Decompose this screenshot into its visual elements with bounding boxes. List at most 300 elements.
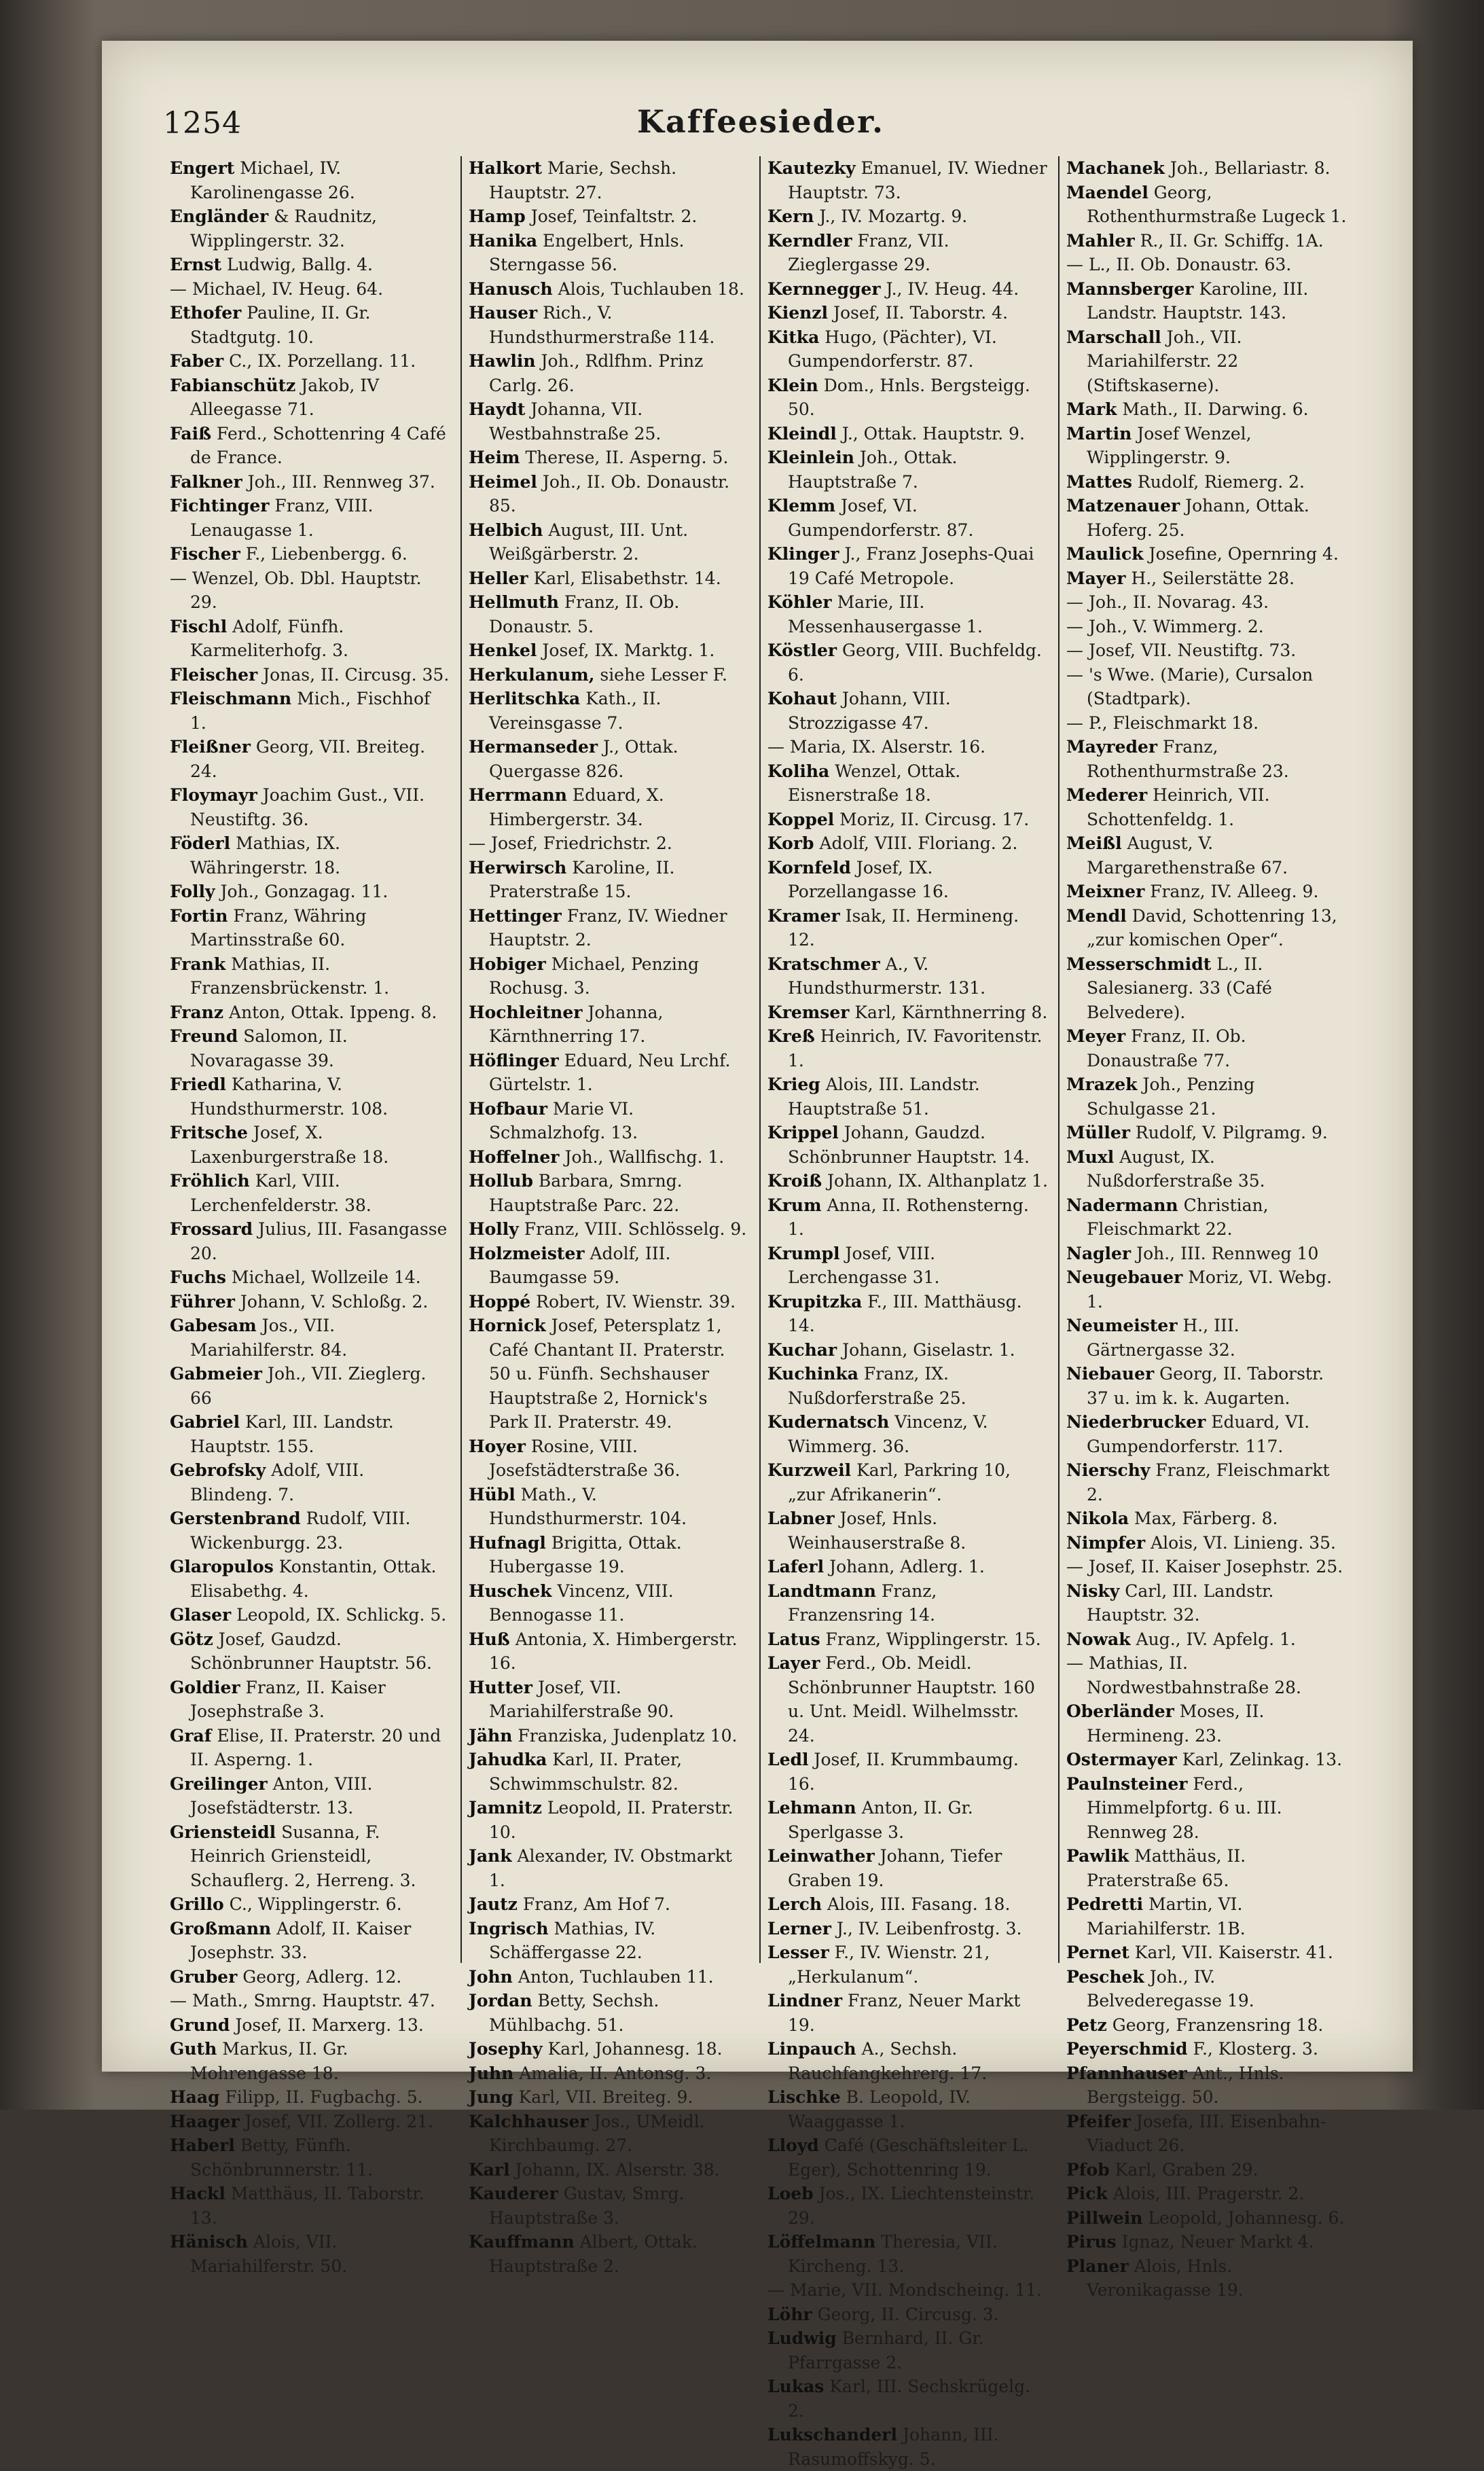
directory-entry [170,952,451,1000]
entry-surname: Ethofer [170,303,242,323]
entry-details: Josef, VIII. Lerchengasse 31. [788,1243,940,1287]
entry-details: Karl, Zelinkag. 13. [1182,1750,1343,1769]
entry-details: Alois, III. Landstr. Hauptstraße 51. [788,1075,980,1119]
entry-surname: Fleischmann [170,689,292,708]
directory-entry [469,156,750,204]
directory-entry [1066,1579,1349,1627]
entry-surname: Kauffmann [469,2232,575,2252]
entry-surname: Greilinger [170,1773,268,1794]
directory-entry [767,1024,1049,1072]
entry-surname: Holzmeister [469,1243,585,1263]
entry-surname: Ostermayer [1066,1750,1177,1769]
entry-surname: Hellmuth [469,592,559,612]
directory-entry [1066,2230,1349,2254]
entry-surname: Lerch [767,1894,822,1914]
entry-surname: Fischl [170,616,228,636]
entry-details: Johanna, Kärnthnerring 17. [489,1002,664,1046]
directory-entry [767,1458,1049,1507]
entry-surname: Maendel [1066,182,1148,202]
entry-surname: Grillo [170,1894,224,1914]
entry-surname: Herwirsch [469,857,567,878]
directory-entry [1066,2182,1349,2206]
entry-surname: Fritsche [170,1123,248,1142]
entry-surname: Kurzweil [767,1460,852,1480]
directory-entry [170,1724,451,1772]
entry-surname: John [469,1966,513,1987]
directory-entry [170,1507,451,1555]
directory-entry [170,2110,451,2134]
directory-entry [1066,181,1349,229]
entry-surname: Hobiger [469,954,546,974]
directory-entry [469,2037,750,2061]
entry-details: Isak, II. Hermineng. 12. [788,905,1019,950]
entry-details: — Josef, VII. Neustiftg. 73. [1066,641,1297,660]
entry-surname: Leinwather [767,1846,875,1866]
entry-surname: Nikola [1066,1509,1129,1528]
entry-surname: Laferl [767,1557,825,1576]
directory-entry [767,1917,1049,1941]
entry-details: Moriz, II. Circusg. 17. [839,809,1030,829]
entry-surname: Frank [170,954,226,974]
entry-details: Karl, VIII. Lerchenfelderstr. 38. [190,1171,372,1215]
directory-entry [469,1097,750,1145]
entry-surname: Fleißner [170,737,251,757]
directory-entry [170,1917,451,1965]
directory-entry [469,735,750,783]
directory-entry [170,349,451,374]
directory-entry [1066,325,1349,398]
entry-details: Kath., II. Vereinsgasse 7. [489,689,662,733]
entry-surname: Hamp [469,206,526,226]
entry-details: — Marie, VII. Mondscheing. 11. [767,2280,1043,2300]
entry-surname: Mark [1066,399,1117,419]
entry-details: Georg, Adlerg. 12. [242,1966,402,1987]
entry-details: Josef, VII. Zollerg. 21. [245,2111,433,2131]
entry-details: David, Schottenring 13, „zur komischen Oper“. [1087,905,1337,950]
directory-entry [767,1121,1049,1169]
entry-details: Josef Wenzel, Wipplingerstr. 9. [1087,423,1252,467]
entry-surname: Haag [170,2087,220,2107]
directory-entry [469,2230,750,2278]
entry-details: Alois, Tuchlauben 18. [558,278,744,299]
directory-entry [1066,1941,1349,1965]
entry-details: Josef, Hnls. Weinhauserstraße 8. [788,1509,966,1553]
directory-entry [469,856,750,904]
directory-entry [469,1965,750,1989]
entry-surname: Hermanseder [469,737,598,757]
entry-surname: Hoffelner [469,1147,560,1167]
entry-surname: Mrazek [1066,1075,1138,1094]
directory-entry [767,1242,1049,1290]
entry-details: Josef, II. Taborstr. 4. [833,303,1009,323]
directory-entry [469,518,750,566]
directory-entry [1066,1072,1349,1121]
entry-surname: Lerner [767,1918,831,1938]
directory-entry [767,687,1049,735]
entry-surname: Mahler [1066,230,1135,251]
entry-surname: Hübl [469,1484,515,1504]
entry-surname: Mattes [1066,471,1132,492]
entry-surname: Fischer [170,544,240,564]
entry-details: Franz, Neuer Markt 19. [788,1991,1021,2035]
entry-surname: Haager [170,2111,240,2131]
entry-surname: Planer [1066,2256,1129,2276]
entry-surname: Köhler [767,592,832,612]
entry-details: — Josef, Friedrichstr. 2. [469,833,672,853]
directory-entry [767,1989,1049,2037]
entry-surname: Fortin [170,905,228,926]
entry-details: Franz, Franzensring 14. [788,1581,937,1625]
directory-entry [170,1892,451,1917]
entry-surname: Falkner [170,471,242,492]
directory-entry [170,2037,451,2085]
page-number: 1254 [163,106,242,141]
entry-details: Joh., III. Rennweg 37. [247,471,435,492]
entry-details: Carl, III. Landstr. Hauptstr. 32. [1087,1581,1274,1625]
entry-details: Vincenz, V. Wimmerg. 36. [788,1412,988,1456]
entry-details: Dom., Hnls. Bergsteigg. 50. [788,375,1030,419]
entry-surname: Hoppé [469,1291,531,1312]
column-4 [1060,156,1358,2300]
entry-details: Rosine, VIII. Josefstädterstraße 36. [489,1436,681,1480]
directory-entry [469,1796,750,1844]
directory-entry [1066,1145,1349,1193]
entry-details: Georg, II. Circusg. 3. [817,2304,999,2324]
entry-details: Georg, Franzensring 18. [1112,2015,1324,2035]
directory-entry [1066,494,1349,542]
directory-entry [767,1748,1049,1796]
entry-surname: Hutter [469,1677,532,1697]
running-head: Kaffeesieder. [637,103,884,140]
entry-surname: Lesser [767,1943,829,1962]
directory-entry [767,1555,1049,1579]
entry-surname: Ludwig [767,2328,837,2348]
directory-entry [767,735,1049,759]
entry-surname: Großmann [170,1918,272,1938]
directory-entry [1066,2013,1349,2038]
entry-surname: Gebrofsky [170,1460,266,1480]
entry-surname: Herkulanum, [469,664,595,685]
directory-entry [767,2182,1049,2230]
entry-surname: Holly [469,1219,519,1239]
entry-surname: Nagler [1066,1243,1132,1263]
directory-entry [170,615,451,663]
entry-details: Brigitta, Ottak. Hubergasse 19. [489,1532,682,1576]
directory-entry [170,2182,451,2230]
entry-surname: Pfeifer [1066,2111,1131,2131]
entry-details: Adolf, II. Kaiser Josephstr. 33. [190,1918,412,1962]
entry-details: Leopold, II. Praterstr. 10. [489,1798,734,1842]
entry-surname: Nowak [1066,1629,1131,1649]
entry-surname: Hawlin [469,351,536,371]
entry-surname: Nierschy [1066,1460,1151,1480]
entry-surname: Krupitzka [767,1291,863,1312]
entry-details: Georg, II. Taborstr. 37 u. im k. k. Augarten. [1087,1364,1324,1408]
entry-details: Georg, VIII. Buchfeldg. 6. [788,641,1042,685]
entry-surname: Gerstenbrand [170,1509,301,1528]
directory-entry [170,1217,451,1265]
directory-entry [1066,1362,1349,1410]
entry-details: Marie, Sechsh. Hauptstr. 27. [489,158,677,202]
directory-entry [1066,590,1349,615]
directory-entry [469,2085,750,2110]
directory-entry [469,566,750,591]
entry-details: Martin, VI. Mariahilferstr. 1B. [1087,1894,1246,1938]
directory-entry [170,1603,451,1627]
entry-surname: Klinger [767,544,839,564]
directory-entry [1066,1458,1349,1507]
directory-entry [469,663,750,687]
entry-details: H., III. Gärtnergasse 32. [1087,1316,1239,1360]
entry-surname: Fabianschütz [170,375,296,395]
directory-entry [170,542,451,566]
entry-surname: Fuchs [170,1267,226,1287]
entry-details: Franz, Währing Martinsstraße 60. [190,905,367,950]
entry-surname: Meißl [1066,833,1122,853]
directory-entry [767,2326,1049,2375]
entry-surname: Juhn [469,2063,514,2083]
directory-entry [1066,1651,1349,1699]
directory-entry [767,1000,1049,1025]
entry-details: — 's Wwe. (Marie), Cursalon (Stadtpark). [1066,664,1314,708]
entry-surname: Hufnagl [469,1532,546,1553]
entry-surname: Kuchar [767,1339,837,1360]
entry-details: Heinrich, VII. Schottenfeldg. 1. [1087,785,1270,829]
entry-surname: Fleischer [170,664,258,685]
entry-surname: Pirus [1066,2232,1117,2252]
entry-details: L., II. Salesianerg. 33 (Café Belvedere). [1087,954,1272,1022]
directory-entry [767,422,1049,446]
entry-surname: Föderl [170,833,231,853]
entry-surname: Frossard [170,1219,253,1239]
entry-surname: Herlitschka [469,689,581,708]
entry-details: J., Ottak. Quergasse 826. [489,737,678,781]
entry-details: Mich., Fischhof 1. [190,689,431,733]
directory-entry [767,204,1049,229]
directory-entry [1066,663,1349,711]
entry-surname: Kalchhauser [469,2111,589,2131]
entry-details: Alois, III. Fasang. 18. [827,1894,1011,1914]
directory-entry [170,1676,451,1724]
entry-details: Susanna, F. Heinrich Griensteidl, Schauflerg. 2, Herreng. 3. [190,1822,416,1890]
directory-entry [1066,638,1349,663]
directory-entry [1066,253,1349,277]
entry-surname: Jung [469,2087,513,2107]
entry-surname: Jautz [469,1894,518,1914]
entry-details: Eduard, Neu Lrchf. Gürtelstr. 1. [489,1050,731,1094]
entry-details: F., Klosterg. 3. [1193,2039,1318,2059]
entry-surname: Hänisch [170,2232,248,2252]
entry-surname: Kauderer [469,2184,558,2203]
entry-details: Adolf, Fünfh. Karmeliterhofg. 3. [190,616,348,660]
directory-entry [469,1724,750,1748]
entry-details: Betty, Sechsh. Mühlbachg. 51. [489,1991,659,2035]
entry-surname: Machanek [1066,158,1165,178]
entry-surname: Messerschmidt [1066,954,1212,974]
directory-entry [170,1772,451,1820]
entry-surname: Kautezky [767,158,856,178]
entry-details: Karl, Parkring 10, „zur Afrikanerin“. [788,1460,1011,1504]
entry-details: Matthäus, II. Taborstr. 13. [190,2184,424,2228]
directory-entry [469,1217,750,1242]
entry-details: Georg, VII. Breiteg. 24. [190,737,426,781]
entry-details: Josefa, III. Eisenbahn-Viaduct 26. [1087,2111,1326,2155]
entry-details: Alois, VI. Linieng. 35. [1151,1532,1336,1553]
directory-entry [1066,783,1349,831]
entry-surname: Griensteidl [170,1822,276,1842]
page-header [163,101,1358,148]
entry-details: Karl, Johannesg. 18. [547,2039,723,2059]
entry-details: Franz, IX. Nußdorferstraße 25. [788,1364,966,1408]
directory-entry [767,325,1049,374]
entry-surname: Koppel [767,809,835,829]
directory-entry [469,470,750,518]
entry-surname: Pillwein [1066,2207,1143,2228]
entry-details: Moses, II. Hermineng. 23. [1087,1701,1265,1746]
entry-surname: Nimpfer [1066,1532,1146,1553]
entry-details: Gustav, Smrg. Hauptstraße 3. [489,2184,685,2228]
entry-details: Mathias, IV. Schäffergasse 22. [489,1918,656,1962]
directory-entry [1066,2110,1349,2158]
entry-surname: Karl [469,2159,510,2180]
entry-details: Theresia, VII. Kircheng. 13. [788,2232,998,2276]
entry-details: J., IV. Leibenfrostg. 3. [836,1918,1022,1938]
entry-surname: Pawlik [1066,1846,1129,1866]
entry-details: Anton, Ottak. Ippeng. 8. [229,1002,437,1022]
entry-surname: Herrmann [469,785,567,805]
directory-entry [1066,277,1349,325]
entry-details: C., IX. Porzellang. 11. [229,351,416,371]
entry-surname: Mederer [1066,785,1148,805]
directory-entry [767,1627,1049,1652]
directory-entry [767,1844,1049,1892]
directory-entry [1066,229,1349,253]
entry-surname: Jordan [469,1991,532,2010]
entry-details: Café (Geschäftsleiter L. Eger), Schottenring 19. [788,2135,1029,2180]
directory-entry [1066,952,1349,1025]
directory-entry [767,590,1049,638]
directory-entry [1066,1265,1349,1314]
directory-entry [767,1796,1049,1844]
entry-surname: Kleinlein [767,448,854,467]
entry-details: F., Liebenbergg. 6. [245,544,408,564]
directory-entry [469,229,750,277]
entry-surname: Kern [767,206,814,226]
entry-details: Leopold, IX. Schlickg. 5. [236,1605,447,1625]
directory-entry [170,1314,451,1362]
entry-surname: Goldier [170,1677,240,1697]
entry-surname: Klemm [767,496,836,516]
entry-surname: Gruber [170,1966,238,1987]
directory-entry [1066,422,1349,470]
entry-details: Elise, II. Praterstr. 20 und II. Asperng. 1. [190,1725,441,1769]
entry-details: Joh., Gonzagag. 11. [220,882,388,901]
directory-entry [170,1458,451,1507]
directory-entry [1066,397,1349,422]
entry-surname: Kramer [767,905,840,926]
entry-details: Josef, VII. Mariahilferstraße 90. [489,1677,674,1721]
entry-details: Johann, III. Rasumoffskyg. 5. [788,2425,999,2469]
directory-entry [469,446,750,470]
entry-details: Vincenz, VIII. Bennogasse 11. [489,1581,674,1625]
entry-surname: Engert [170,158,235,178]
entry-details: Johann, V. Schloßg. 2. [240,1291,429,1312]
directory-entry [469,1844,750,1892]
entry-surname: Henkel [469,641,537,660]
entry-details: Anna, II. Rothensterng. 1. [788,1195,1029,1239]
entry-surname: Josephy [469,2039,543,2059]
entry-details: Emanuel, IV. Wiedner Hauptstr. 73. [788,158,1047,202]
entry-details: Ludwig, Ballg. 4. [226,255,373,274]
entry-surname: Kremser [767,1002,850,1022]
directory-entry [469,1049,750,1097]
directory-entry [767,301,1049,325]
entry-surname: Graf [170,1725,212,1746]
entry-details: Joh., Rdlfhm. Prinz Carlg. 26. [489,351,704,395]
entry-surname: Koliha [767,761,830,781]
directory-entry [767,1072,1049,1121]
entry-details: Rudolf, Riemerg. 2. [1137,471,1305,492]
directory-entry [1066,831,1349,880]
entry-details: Michael, Wollzeile 14. [231,1267,421,1287]
entry-surname: Labner [767,1509,835,1528]
entry-surname: Mayreder [1066,737,1158,757]
entry-surname: Müller [1066,1123,1130,1142]
directory-entry [469,1000,750,1049]
directory-entry [767,1410,1049,1458]
entry-details: Joh., VII. Mariahilferstr. 22 (Stiftskaserne). [1087,327,1242,395]
directory-columns [163,156,1358,2469]
entry-details: Therese, II. Asperng. 5. [525,448,729,467]
entry-surname: Hanika [469,230,538,251]
directory-entry [170,422,451,470]
entry-details: Katharina, V. Hundsthurmerstr. 108. [190,1075,388,1119]
entry-details: Johann, Gaudzd. Schönbrunner Hauptstr. 14. [788,1123,1030,1167]
entry-details: Josef, Teinfaltstr. 2. [530,206,698,226]
entry-surname: Kreß [767,1026,815,1046]
directory-entry [170,1820,451,1893]
entry-details: Math., II. Darwing. 6. [1122,399,1309,419]
directory-entry [170,494,451,542]
directory-entry [170,1024,451,1072]
entry-details: Anton, II. Gr. Sperlgasse 3. [788,1798,973,1842]
entry-surname: Jahudka [469,1750,547,1769]
entry-details: Betty, Fünfh. Schönbrunnerstr. 11. [190,2135,374,2180]
entry-details: J., Ottak. Hauptstr. 9. [841,423,1025,444]
entry-surname: Muxl [1066,1147,1115,1167]
entry-surname: Höflinger [469,1050,559,1070]
entry-surname: Engländer [170,206,269,226]
entry-details: Alois, VII. Mariahilferstr. 50. [190,2232,348,2276]
directory-entry [767,1193,1049,1242]
directory-entry [1066,566,1349,591]
entry-details: — P., Fleischmarkt 18. [1066,713,1259,733]
directory-entry [170,301,451,349]
entry-details: August, III. Unt. Weißgärberstr. 2. [489,520,689,564]
entry-surname: Freund [170,1026,238,1046]
entry-details: Franz, Fleischmarkt 2. [1087,1460,1330,1504]
entry-surname: Hochleitner [469,1002,583,1022]
entry-surname: Marschall [1066,327,1161,347]
directory-entry [469,1145,750,1170]
directory-entry [170,687,451,735]
entry-surname: Hanusch [469,278,553,299]
directory-entry [767,1651,1049,1748]
entry-surname: Folly [170,882,215,901]
directory-entry [1066,1410,1349,1458]
entry-details: Joh., Ottak. Hauptstraße 7. [788,448,958,492]
directory-entry [469,1676,750,1724]
